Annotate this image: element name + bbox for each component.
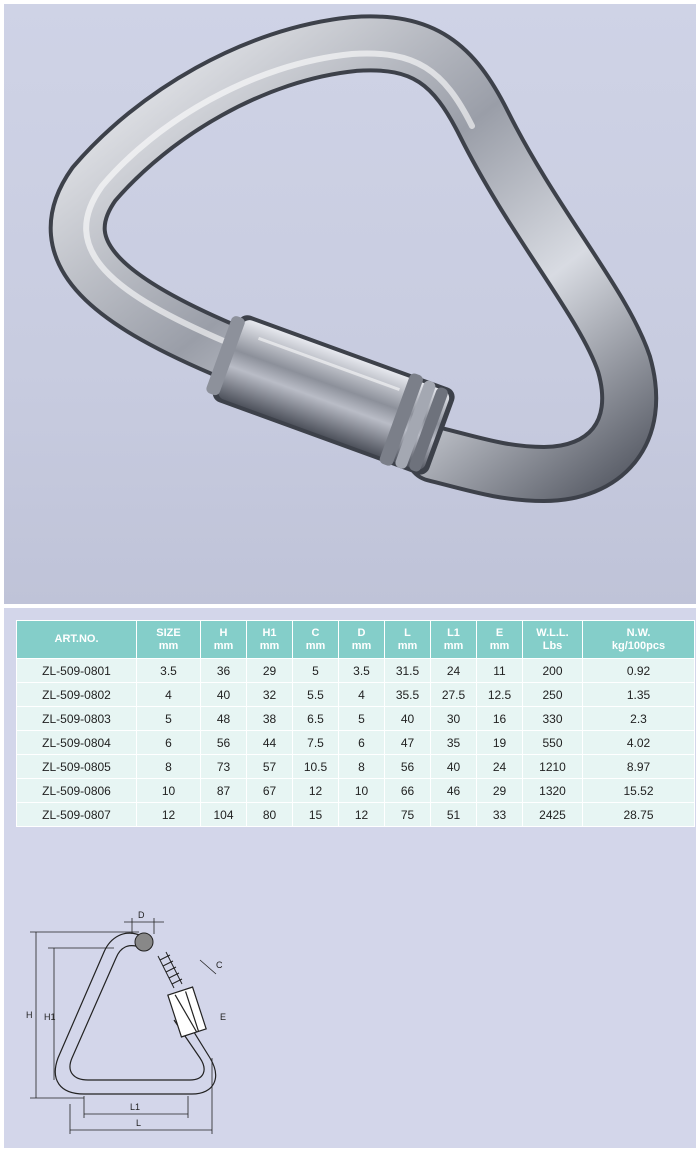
dim-label-h1: H1 bbox=[44, 1012, 56, 1022]
column-header-label: C bbox=[311, 626, 320, 639]
dimension-diagram bbox=[24, 908, 264, 1148]
table-cell: 12 bbox=[339, 803, 385, 827]
specs-and-diagram-panel bbox=[4, 608, 696, 1148]
table-cell: 0.92 bbox=[583, 659, 695, 683]
column-header-unit: mm bbox=[489, 639, 510, 652]
table-cell: 56 bbox=[385, 755, 431, 779]
table-cell: 12 bbox=[137, 803, 201, 827]
table-cell: 8 bbox=[339, 755, 385, 779]
table-cell: 5 bbox=[339, 707, 385, 731]
table-body bbox=[17, 659, 695, 827]
column-header bbox=[477, 621, 523, 659]
table-cell: 73 bbox=[201, 755, 247, 779]
table-row bbox=[17, 731, 695, 755]
table-cell: 51 bbox=[431, 803, 477, 827]
dim-label-h: H bbox=[26, 1010, 33, 1020]
column-header bbox=[137, 621, 201, 659]
table-cell: 47 bbox=[385, 731, 431, 755]
column-header-unit: kg/100pcs bbox=[611, 639, 666, 652]
column-header-unit: mm bbox=[305, 639, 326, 652]
table-cell: 48 bbox=[201, 707, 247, 731]
table-cell: 550 bbox=[523, 731, 583, 755]
table-cell: 4 bbox=[137, 683, 201, 707]
table-cell: 6.5 bbox=[293, 707, 339, 731]
table-cell: 2425 bbox=[523, 803, 583, 827]
column-header bbox=[293, 621, 339, 659]
table-cell: 80 bbox=[247, 803, 293, 827]
table-cell: 11 bbox=[477, 659, 523, 683]
table-cell: 250 bbox=[523, 683, 583, 707]
table-cell: 3.5 bbox=[137, 659, 201, 683]
table-cell: 19 bbox=[477, 731, 523, 755]
table-row bbox=[17, 659, 695, 683]
table-cell: 4.02 bbox=[583, 731, 695, 755]
table-cell: 75 bbox=[385, 803, 431, 827]
column-header-unit: mm bbox=[351, 639, 372, 652]
table-row bbox=[17, 755, 695, 779]
column-header bbox=[523, 621, 583, 659]
table-cell: 12.5 bbox=[477, 683, 523, 707]
table-cell: ZL-509-0803 bbox=[17, 707, 137, 731]
table-cell: 29 bbox=[247, 659, 293, 683]
column-header bbox=[339, 621, 385, 659]
table-cell: 1320 bbox=[523, 779, 583, 803]
column-header-label: E bbox=[495, 626, 504, 639]
table-cell: 24 bbox=[477, 755, 523, 779]
table-cell: 67 bbox=[247, 779, 293, 803]
table-cell: 15.52 bbox=[583, 779, 695, 803]
table-cell: 40 bbox=[385, 707, 431, 731]
table-cell: 5.5 bbox=[293, 683, 339, 707]
table-cell: 2.3 bbox=[583, 707, 695, 731]
table-cell: 200 bbox=[523, 659, 583, 683]
table-cell: 12 bbox=[293, 779, 339, 803]
table-cell: 36 bbox=[201, 659, 247, 683]
table-cell: 27.5 bbox=[431, 683, 477, 707]
table-cell: 66 bbox=[385, 779, 431, 803]
column-header bbox=[583, 621, 695, 659]
table-row bbox=[17, 683, 695, 707]
table-cell: 46 bbox=[431, 779, 477, 803]
dim-label-l: L bbox=[136, 1118, 142, 1128]
table-cell: 31.5 bbox=[385, 659, 431, 683]
column-header-unit: mm bbox=[158, 639, 179, 652]
column-header-unit: mm bbox=[397, 639, 418, 652]
table-cell: 30 bbox=[431, 707, 477, 731]
column-header bbox=[431, 621, 477, 659]
column-header-unit: mm bbox=[259, 639, 280, 652]
table-cell: 32 bbox=[247, 683, 293, 707]
table-cell: 1.35 bbox=[583, 683, 695, 707]
table-cell: 10 bbox=[137, 779, 201, 803]
table-cell: 16 bbox=[477, 707, 523, 731]
table-cell: 38 bbox=[247, 707, 293, 731]
table-header-row bbox=[17, 621, 695, 659]
table-cell: 10 bbox=[339, 779, 385, 803]
table-cell: 15 bbox=[293, 803, 339, 827]
table-cell: 104 bbox=[201, 803, 247, 827]
table-cell: ZL-509-0801 bbox=[17, 659, 137, 683]
column-header-unit: mm bbox=[443, 639, 464, 652]
table-row bbox=[17, 707, 695, 731]
table-cell: 29 bbox=[477, 779, 523, 803]
table-cell: 8 bbox=[137, 755, 201, 779]
table-cell: ZL-509-0805 bbox=[17, 755, 137, 779]
table-cell: 4 bbox=[339, 683, 385, 707]
table-cell: 40 bbox=[201, 683, 247, 707]
table-row bbox=[17, 779, 695, 803]
column-header-label: N.W. bbox=[626, 626, 651, 639]
table-cell: 10.5 bbox=[293, 755, 339, 779]
table-cell: ZL-509-0802 bbox=[17, 683, 137, 707]
dim-label-c: C bbox=[216, 960, 223, 970]
column-header bbox=[247, 621, 293, 659]
table-cell: 330 bbox=[523, 707, 583, 731]
table-cell: 57 bbox=[247, 755, 293, 779]
column-header bbox=[17, 621, 137, 659]
table-cell: 1210 bbox=[523, 755, 583, 779]
column-header bbox=[201, 621, 247, 659]
table-cell: ZL-509-0807 bbox=[17, 803, 137, 827]
table-cell: ZL-509-0806 bbox=[17, 779, 137, 803]
table-cell: 5 bbox=[137, 707, 201, 731]
table-cell: 40 bbox=[431, 755, 477, 779]
table-cell: 6 bbox=[137, 731, 201, 755]
table-cell: 24 bbox=[431, 659, 477, 683]
dim-label-d: D bbox=[138, 910, 145, 920]
column-header-unit: mm bbox=[213, 639, 234, 652]
table-cell: 87 bbox=[201, 779, 247, 803]
table-cell: 35 bbox=[431, 731, 477, 755]
table-row bbox=[17, 803, 695, 827]
table-cell: 7.5 bbox=[293, 731, 339, 755]
column-header-label: H bbox=[219, 626, 228, 639]
table-cell: 35.5 bbox=[385, 683, 431, 707]
column-header-label: L bbox=[404, 626, 411, 639]
column-header-unit: Lbs bbox=[542, 639, 563, 652]
column-header-label: SIZE bbox=[156, 626, 181, 639]
specs-table bbox=[16, 620, 695, 827]
column-header-label: D bbox=[357, 626, 366, 639]
column-header bbox=[385, 621, 431, 659]
table-cell: 33 bbox=[477, 803, 523, 827]
table-cell: 5 bbox=[293, 659, 339, 683]
table-cell: 6 bbox=[339, 731, 385, 755]
dim-label-e: E bbox=[220, 1012, 227, 1022]
table-cell: 8.97 bbox=[583, 755, 695, 779]
product-photo bbox=[4, 4, 696, 604]
column-header-label: H1 bbox=[262, 626, 277, 639]
table-cell: 28.75 bbox=[583, 803, 695, 827]
table-cell: 3.5 bbox=[339, 659, 385, 683]
column-header-label: ART.NO. bbox=[54, 633, 99, 645]
dim-label-l1: L1 bbox=[130, 1102, 141, 1112]
column-header-label: L1 bbox=[447, 626, 460, 639]
column-header-label: W.L.L. bbox=[536, 626, 569, 639]
table-cell: 56 bbox=[201, 731, 247, 755]
table-cell: 44 bbox=[247, 731, 293, 755]
table-cell: ZL-509-0804 bbox=[17, 731, 137, 755]
